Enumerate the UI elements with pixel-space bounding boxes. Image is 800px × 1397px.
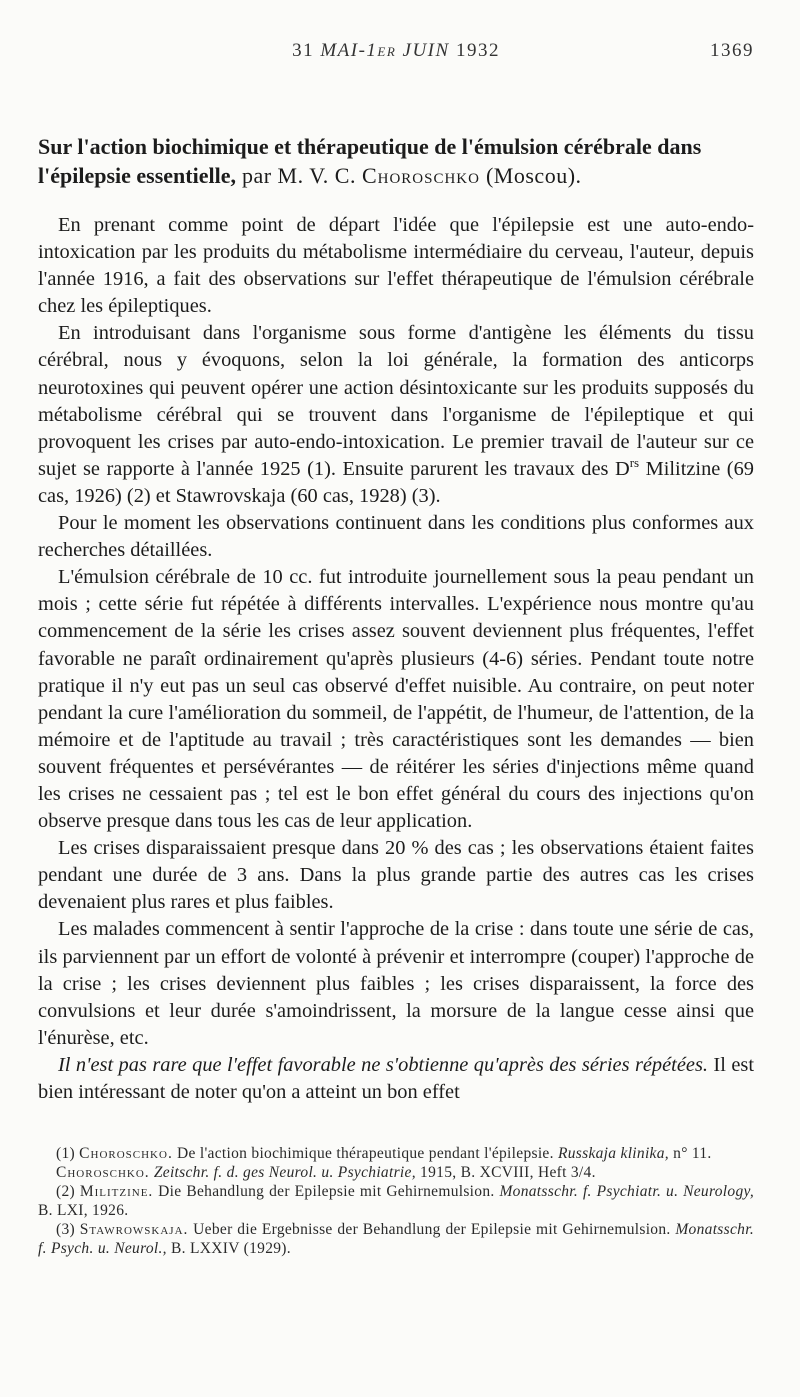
title-by: par M. V. C. <box>235 163 362 188</box>
paragraph-5: Les crises disparaissaient presque dans 20 % des cas ; les observations étaient faites pendant une durée de 3 ans. Dans la plus grande partie des autres cas les crises devenaient plus rares et plus faibles. <box>38 837 754 914</box>
title-text: Sur l'action biochimique et thérapeutique de l'émulsion cérébrale dans l'épilepsie essentielle, <box>38 134 702 188</box>
paragraph-2: En introduisant dans l'organisme sous forme d'antigène les éléments du tissu cérébral, nous y évoquons, selon la loi générale, la formation des anticorps neurotoxines qui peuvent opérer une action désintoxicante sur les produits supposés du métabolisme cérébral qui se trouvent dans l'organisme de l'épileptique et qui provoquent les crises par auto-endo-intoxication. Le premier travail de l'auteur sur ce sujet se rapporte à l'année 1925 (1). Ensuite parurent les travaux des $D^{rs}$ Militzine (69 cas, 1926) (2) et Stawrovskaja (60 cas, 1928) (3). <box>38 322 754 507</box>
paragraph-6: Les malades commencent à sentir l'approche de la crise : dans toute une série de cas, ils parviennent par un effort de volonté à prévenir et interrompre (couper) l'approche de la crise ; les crises deviennent plus faibles ; les crises disparaissent, la force des convulsions et leur durée s'amoindrissent, la morsure de la langue cesse ainsi que l'énurèse, etc. <box>38 918 754 1049</box>
paragraph-7: Il n'est pas rare que l'effet favorable ne s'obtienne qu'après des séries répétées. Il est bien intéressant de noter qu'on a atteint un bon effet <box>38 1053 754 1103</box>
paragraph-1: En prenant comme point de départ l'idée que l'épilepsie est une auto-endo-intoxication par les produits du métabolisme intermédiaire du cerveau, l'auteur, depuis l'année 1916, a fait des observations sur l'effet thérapeutique de l'émulsion cérébrale chez les épileptiques. <box>38 214 754 318</box>
footnotes <box>38 1144 754 1258</box>
paragraph-4: L'émulsion cérébrale de 10 cc. fut introduite journellement sous la peau pendant un mois ; cette série fut répétée à différents intervalles. L'expérience nous montre qu'au commencement de la série les crises assez souvent deviennent plus fréquentes, l'effet favorable ne paraît ordinairement qu'après plusieurs (4-6) séries. Pendant toute notre pratique il n'y eut pas un seul cas observé d'effet nuisible. Au contraire, on peut noter pendant la cure l'amélioration du sommeil, de l'appétit, de l'humeur, de l'attention, de la mémoire et de l'aptitude au travail ; très caractéristiques sont les demandes — bien souvent fréquentes et persévérantes — de réitérer les séries d'injections même quand les crises ne cessaient pas ; tel est le bon effet général du cours des injections qu'on observe presque dans tous les cas de leur application. <box>38 566 754 833</box>
footnote-2: (2) Militzine. Die Behandlung der Epilepsie mit Gehirnemulsion. Monatsschr. f. Psychiatr. u. Neurology, B. LXI, 1926. <box>38 1183 754 1220</box>
article-body <box>38 212 754 1106</box>
author-location: (Moscou). <box>479 163 582 188</box>
footnote-1b: Choroschko. Zeitschr. f. d. ges Neurol. u. Psychiatrie, 1915, B. XCVIII, Heft 3/4. <box>56 1164 596 1182</box>
article-title <box>38 132 754 190</box>
author-name: Choroschko <box>361 163 480 188</box>
footnote-3: (3) Stawrowskaja. Ueber die Ergebnisse der Behandlung der Epilepsie mit Gehirnemulsion. Monatsschr. f. Psych. u. Neurol., B. LXXIV (1929). <box>38 1221 754 1258</box>
footnote-1: (1) Choroschko. De l'action biochimique thérapeutique pendant l'épilepsie. Russkaja klinika, n° 11. <box>56 1145 712 1163</box>
paragraph-3: Pour le moment les observations continuent dans les conditions plus conformes aux recherches détaillées. <box>38 512 754 562</box>
issue-date: 31 MAI-1er JUIN 1932 <box>292 40 500 61</box>
page-number: 1369 <box>710 40 754 61</box>
running-header <box>38 40 754 70</box>
